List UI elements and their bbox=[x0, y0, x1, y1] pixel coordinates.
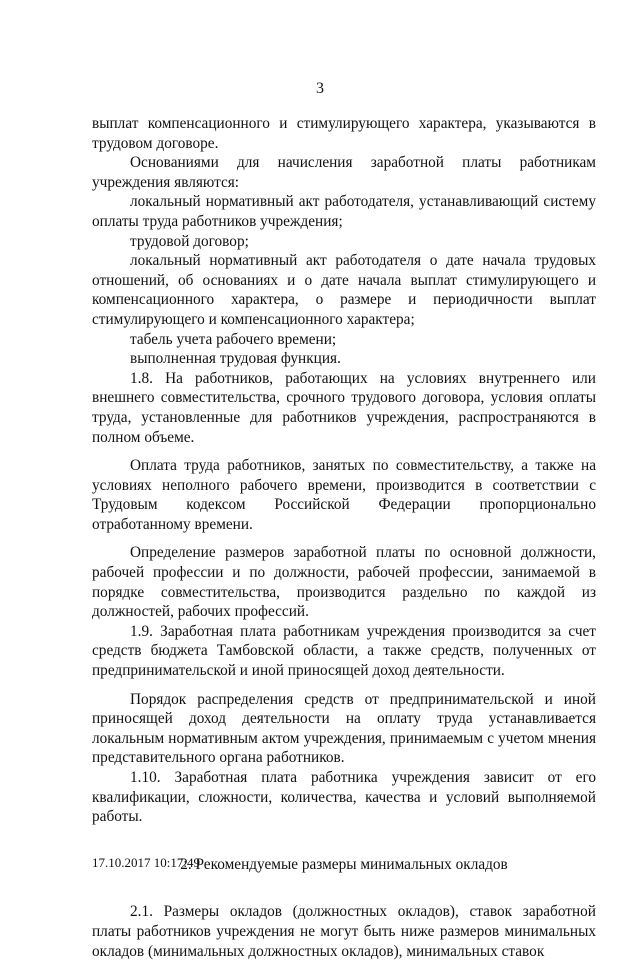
list-item-start-date-act: локальный нормативный акт работодателя о дате начала трудовых отношений, об основаниях и о дате начала выплат стимулирующего и компенсационного характера, о размере и периодичности выплат стимулирующего и компенсационного характера; bbox=[92, 252, 596, 328]
list-item-labor-function: выполненная трудовая функция. bbox=[130, 350, 341, 368]
list-item-timesheet: табель учета рабочего времени; bbox=[130, 330, 337, 348]
clause-2-1: 2.1. Размеры окладов (должностных окладов), ставок заработной платы работников учреждения не могут быть ниже размеров минимальных окладов (минимальных должностных окладов), минимальных ставок bbox=[92, 903, 596, 960]
list-item-labor-contract: трудовой договор; bbox=[130, 232, 249, 250]
clause-1-8: 1.8. На работников, работающих на условиях внутреннего или внешнего совместительства, срочного трудового договора, условия оплаты труда, установленные для работников учреждения, распространяются в полном объеме. bbox=[92, 369, 596, 446]
paragraph-salary-determination: Определение размеров заработной платы по основной должности, рабочей профессии и по должности, рабочей профессии, занимаемой в порядке совместительства, производится раздельно по каждой из должностей, рабочих профессий. bbox=[92, 544, 596, 621]
clause-1-9: 1.9. Заработная плата работникам учреждения производится за счет средств бюджета Тамбовской области, а также средств, полученных от предпринимательской и иной приносящей доход деятельности. bbox=[92, 622, 596, 680]
paragraph-grounds: Основаниями для начисления заработной платы работникам учреждения являются: bbox=[92, 154, 596, 191]
paragraph-fund-distribution: Порядок распределения средств от предпринимательской и иной приносящей доход деятельности на оплату труда устанавливается локальным нормативным актом учреждения, принимаемым с учетом мнения представительного органа работников. bbox=[92, 690, 596, 767]
footer-timestamp: 17.10.2017 10:17:49 bbox=[92, 855, 200, 870]
section-heading: 2. Рекомендуемые размеры минимальных окладов bbox=[180, 855, 508, 873]
paragraph-continuation: выплат компенсационного и стимулирующего характера, указываются в трудовом договоре. bbox=[92, 115, 596, 152]
document-body bbox=[92, 114, 596, 961]
clause-1-10: 1.10. Заработная плата работника учреждения зависит от его квалификации, сложности, количества, качества и условий выполняемой работы. bbox=[92, 769, 596, 826]
paragraph-part-time-pay: Оплата труда работников, занятых по совместительству, а также на условиях неполного рабочего времени, производится в соответствии с Трудовым кодексом Российской Федерации пропорционально отработанному времени. bbox=[92, 457, 596, 533]
page-number: 3 bbox=[316, 80, 324, 97]
list-item-local-act: локальный нормативный акт работодателя, устанавливающий систему оплаты труда работников учреждения; bbox=[92, 193, 596, 230]
